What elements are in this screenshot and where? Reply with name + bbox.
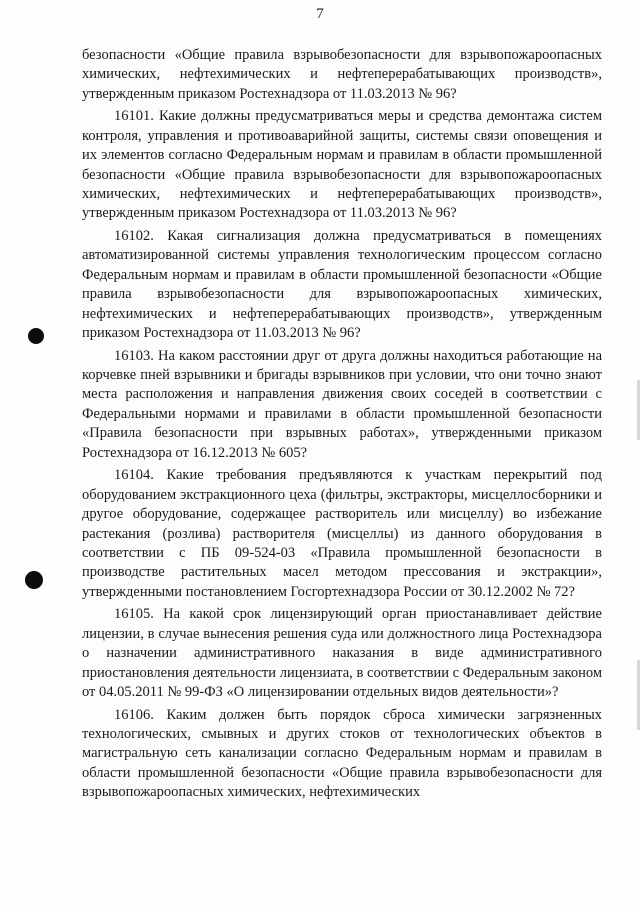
document-body <box>82 46 602 806</box>
question-16102: 16102. Какая сигнализация должна предусматриваться в помещениях автоматизированной системы управления технологическим процессом согласно Федеральным нормам и правилам в области промышленной безопасности «Общие правила взрывобезопасности для взрывопожароопасных химических, нефтехимических и нефтеперерабатывающих производств», утвержденным приказом Ростехнадзора от 11.03.2013 № 96? <box>82 228 602 342</box>
question-16101: 16101. Какие должны предусматриваться меры и средства демонтажа систем контроля, управления и противоаварийной защиты, системы связи оповещения и их элементов согласно Федеральным нормам и правилам в области промышленной безопасности «Общие правила взрывобезопасности для взрывопожароопасных химических, нефтехимических и нефтеперерабатывающих производств», утвержденным приказом Ростехнадзора от 11.03.2013 № 96? <box>82 108 602 222</box>
punch-hole-icon <box>28 328 44 344</box>
question-16104: 16104. Какие требования предъявляются к участкам перекрытий под оборудованием экстракционного цеха (фильтры, экстракторы, мисцеллосборники и другое оборудование, содержащее растворитель или мисцеллу) во избежание растекания (розлива) растворителя (мисцеллы) из данного оборудования в соответствии с ПБ 09-524-03 «Правила промышленной безопасности в производстве растительных масел методом прессования и экстракции», утвержденными постановлением Госгортехнадзора России от 30.12.2002 № 72? <box>82 467 602 600</box>
page-number: 7 <box>316 6 324 22</box>
paragraph-continuation: безопасности «Общие правила взрывобезопасности для взрывопожароопасных химических, нефтехимических и нефтеперерабатывающих производств», утвержденным приказом Ростехнадзора от 11.03.2013 № 96? <box>82 47 602 102</box>
question-16106: 16106. Каким должен быть порядок сброса химически загрязненных технологических, смывных и других стоков от технологических объектов в магистральную сеть канализации согласно Федеральным нормам и правилам в области промышленной безопасности «Общие правила взрывобезопасности для взрывопожароопасных химических, нефтехимических <box>82 706 602 801</box>
question-16103: 16103. На каком расстоянии друг от друга должны находиться работающие на корчевке пней взрывники и бригады взрывников при условии, что они точно знают места расположения и направления движения своих соседей в соответствии с Федеральными нормами и правилами в области промышленной безопасности «Правила безопасности при взрывных работах», утвержденными приказом Ростехнадзора от 16.12.2013 № 605? <box>82 347 602 461</box>
question-16105: 16105. На какой срок лицензирующий орган приостанавливает действие лицензии, в случае вынесения решения суда или должностного лица Ростехнадзора о назначении административного наказания в виде административного приостановления деятельности лицензиата, в соответствии с Федеральным законом от 04.05.2011 № 99-ФЗ «О лицензировании отдельных видов деятельности»? <box>82 606 602 700</box>
punch-hole-icon <box>25 571 43 589</box>
